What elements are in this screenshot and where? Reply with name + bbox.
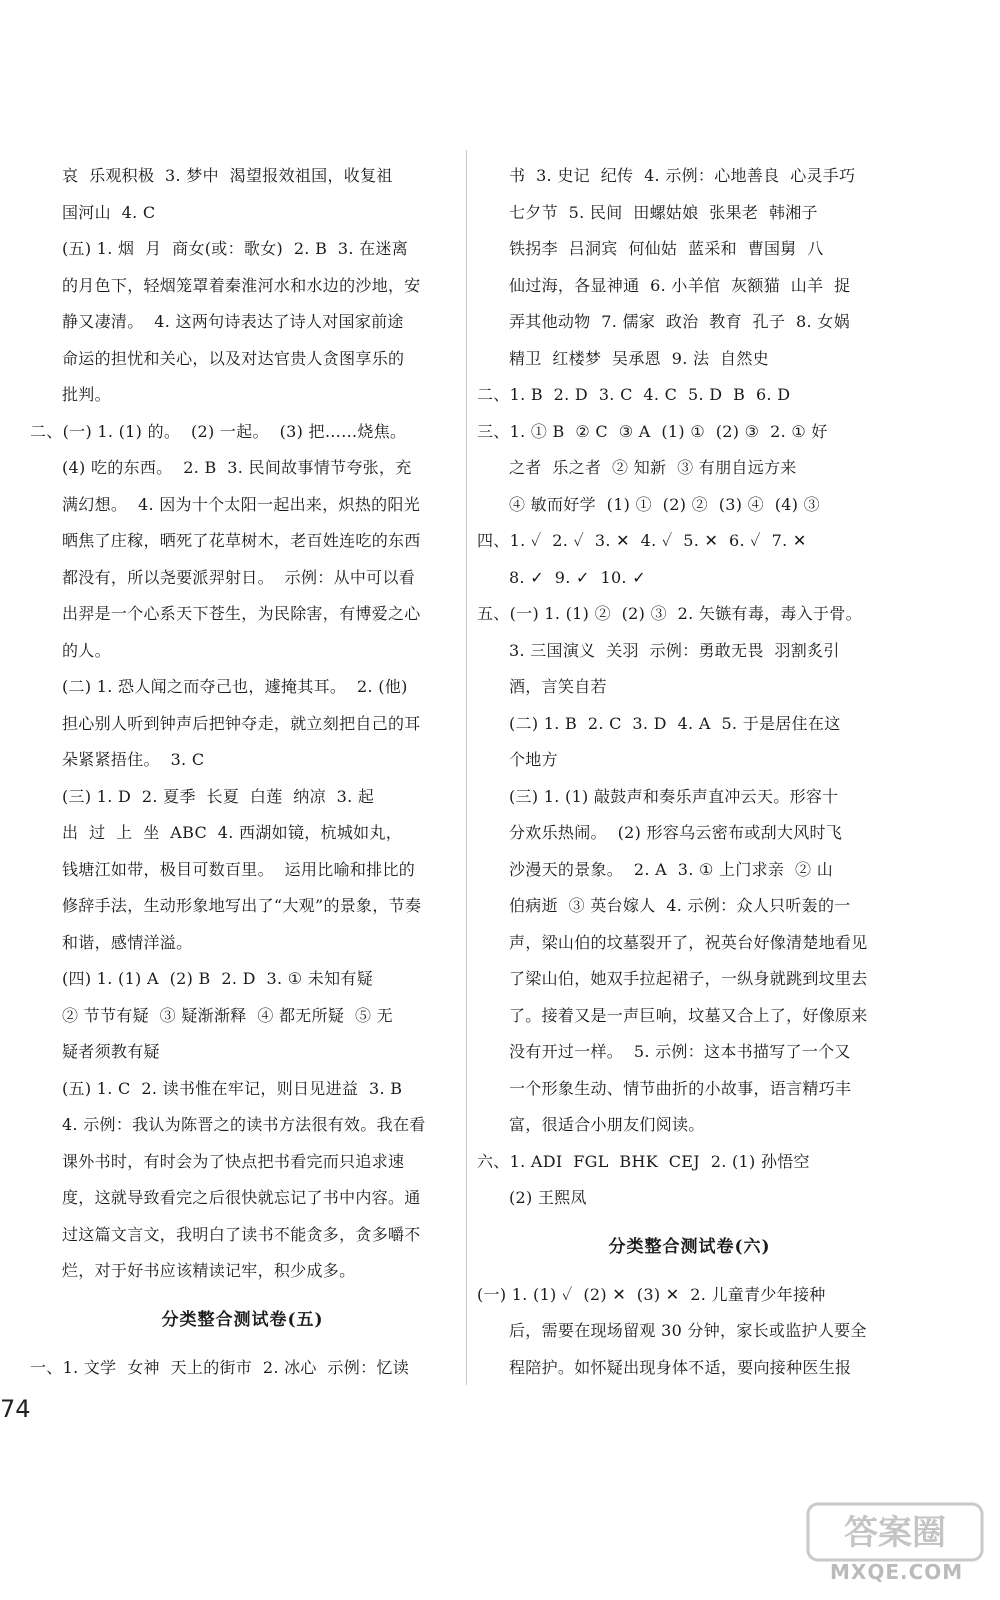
answer-line: 静又凄清。 4. 这两句诗表达了诗人对国家前途 <box>62 312 404 331</box>
answer-line: 4. 示例：我认为陈晋之的读书方法很有效。我在看 <box>62 1115 426 1134</box>
answer-line: 沙漫天的景象。 2. A 3. ① 上门求亲 ② 山 <box>509 859 833 879</box>
answer-line: 六、1. ADI FGL BHK CEJ 2. (1) 孙悟空 <box>477 1151 810 1171</box>
answer-line: 书 3. 史记 纪传 4. 示例：心地善良 心灵手巧 <box>509 166 856 185</box>
answer-line: 的月色下，轻烟笼罩着秦淮河水和水边的沙地，安 <box>62 275 421 295</box>
answer-line: 烂，对于好书应该精读记牢，积少成多。 <box>62 1261 356 1280</box>
answer-line: 国河山 4. C <box>62 202 156 222</box>
answer-line: 声，梁山伯的坟墓裂开了，祝英台好像清楚地看见 <box>509 932 868 952</box>
answer-line: 朵紧紧捂住。 3. C <box>62 750 205 769</box>
answer-line: 程陪护。如怀疑出现身体不适，要向接种医生报 <box>509 1357 852 1377</box>
watermark-site: MXQE.COM <box>830 1560 964 1584</box>
answer-line: ④ 敏而好学 (1) ① (2) ② (3) ④ (4) ③ <box>509 494 820 514</box>
answer-line: (五) 1. 烟 月 商女(或：歌女) 2. B 3. 在迷离 <box>62 239 409 258</box>
answer-line: 伯病逝 ③ 英台嫁人 4. 示例：众人只听轰的一 <box>509 896 851 915</box>
answer-line: 个地方 <box>509 750 558 769</box>
answer-line: 富，很适合小朋友们阅读。 <box>509 1115 705 1134</box>
answer-line: 三、1. ① B ② C ③ A (1) ① (2) ③ 2. ① 好 <box>477 421 828 441</box>
answer-line: 四、1. ✓ 2. ✓ 3. ✕ 4. ✓ 5. ✕ 6. ✓ 7. ✕ <box>477 531 807 550</box>
answer-line: 度，这就导致看完之后很快就忘记了书中内容。通 <box>62 1188 421 1207</box>
answer-line: 修辞手法，生动形象地写出了“大观”的景象，节奏 <box>62 896 422 915</box>
section-heading: 分类整合测试卷(五) <box>161 1309 324 1330</box>
answer-line: 哀 乐观积极 3. 梦中 渴望报效祖国，收复祖 <box>62 166 393 185</box>
answer-line: 精卫 红楼梦 吴承恩 9. 法 自然史 <box>509 348 769 368</box>
answer-line: 疑者须教有疑 <box>62 1042 160 1061</box>
answer-line: 过这篇文言文，我明白了读书不能贪多，贪多嚼不 <box>62 1224 421 1244</box>
answer-line: (五) 1. C 2. 读书惟在牢记，则日见进益 3. B <box>62 1078 403 1098</box>
answer-line: 出 过 上 坐 ABC 4. 西湖如镜，杭城如丸， <box>62 823 403 842</box>
answer-line: (三) 1. D 2. 夏季 长夏 白莲 纳凉 3. 起 <box>62 786 375 806</box>
answer-line: 的人。 <box>62 640 111 660</box>
answer-line: (三) 1. (1) 敲鼓声和奏乐声直冲云天。形容十 <box>509 786 839 806</box>
answer-line: 七夕节 5. 民间 田螺姑娘 张果老 韩湘子 <box>509 202 818 222</box>
answer-line: 了。接着又是一声巨响，坟墓又合上了，好像原来 <box>509 1005 868 1025</box>
answer-line: (2) 王熙凤 <box>509 1188 587 1207</box>
answer-line: 一、1. 文学 女神 天上的街市 2. 冰心 示例：忆读 <box>30 1357 409 1377</box>
right-column <box>477 158 902 1386</box>
answer-line: 二、1. B 2. D 3. C 4. C 5. D B 6. D <box>477 385 791 404</box>
answer-line: 都没有，所以尧要派羿射日。 示例：从中可以看 <box>62 567 416 587</box>
answer-line: 晒焦了庄稼，晒死了花草树木，老百姓连吃的东西 <box>62 531 421 550</box>
answer-line: (一) 1. (1) ✓ (2) ✕ (3) ✕ 2. 儿童青少年接种 <box>477 1284 826 1304</box>
svg-text:答案圈: 答案圈 <box>844 1513 946 1553</box>
answer-line: 之者 乐之者 ② 知新 ③ 有朋自远方来 <box>509 458 797 477</box>
answer-line: (四) 1. (1) A (2) B 2. D 3. ① 未知有疑 <box>62 969 374 988</box>
answer-line: 钱塘江如带，极目可数百里。 运用比喻和排比的 <box>62 859 416 879</box>
answer-line: 了梁山伯，她双手拉起裙子，一纵身就跳到坟里去 <box>509 969 868 988</box>
page-number: 74 <box>0 1395 31 1423</box>
answer-line: 满幻想。 4. 因为十个太阳一起出来，炽热的阳光 <box>62 494 421 514</box>
column-divider <box>466 150 467 1385</box>
answer-line: 铁拐李 吕洞宾 何仙姑 蓝采和 曹国舅 八 <box>509 239 824 258</box>
answer-line: 分欢乐热闹。 (2) 形容乌云密布或刮大风时飞 <box>509 823 843 842</box>
answer-line: 五、(一) 1. (1) ② (2) ③ 2. 矢镞有毒，毒入于骨。 <box>477 604 862 623</box>
answer-line: (二) 1. 恐人闻之而夺己也，遽掩其耳。 2. (他) <box>62 677 408 696</box>
answer-line: 担心别人听到钟声后把钟夺走，就立刻把自己的耳 <box>62 713 421 733</box>
answer-line: (4) 吃的东西。 2. B 3. 民间故事情节夸张，充 <box>62 458 412 477</box>
answer-line: 3. 三国演义 关羽 示例：勇敢无畏 羽割炙引 <box>509 640 840 660</box>
answer-line: 批判。 <box>62 385 111 404</box>
answer-line: 8. ✓ 9. ✓ 10. ✓ <box>509 567 646 587</box>
answer-line: 和谐，感情洋溢。 <box>62 932 193 952</box>
answer-line: 后，需要在现场留观 30 分钟，家长或监护人要全 <box>509 1321 867 1340</box>
section-heading: 分类整合测试卷(六) <box>608 1236 771 1257</box>
answer-line: ② 节节有疑 ③ 疑渐渐释 ④ 都无所疑 ⑤ 无 <box>62 1005 393 1025</box>
answer-line: 仙过海，各显神通 6. 小羊倌 灰额猫 山羊 捉 <box>509 275 851 295</box>
answer-line: 没有开过一样。 5. 示例：这本书描写了一个又 <box>509 1042 851 1061</box>
answer-line: 命运的担忧和关心，以及对达官贵人贪图享乐的 <box>62 348 405 368</box>
answer-line: 二、(一) 1. (1) 的。 (2) 一起。 (3) 把……烧焦。 <box>30 421 407 441</box>
left-column <box>30 158 455 1386</box>
answer-line: 弄其他动物 7. 儒家 政治 教育 孔子 8. 女娲 <box>509 312 850 331</box>
answer-line: 酒，言笑自若 <box>509 677 607 696</box>
answer-line: (二) 1. B 2. C 3. D 4. A 5. 于是居住在这 <box>509 713 841 733</box>
answer-line: 出羿是一个心系天下苍生，为民除害，有博爱之心 <box>62 604 421 623</box>
answer-line: 一个形象生动、情节曲折的小故事，语言精巧丰 <box>509 1078 852 1098</box>
answer-line: 课外书时，有时会为了快点把书看完而只追求速 <box>62 1151 405 1171</box>
